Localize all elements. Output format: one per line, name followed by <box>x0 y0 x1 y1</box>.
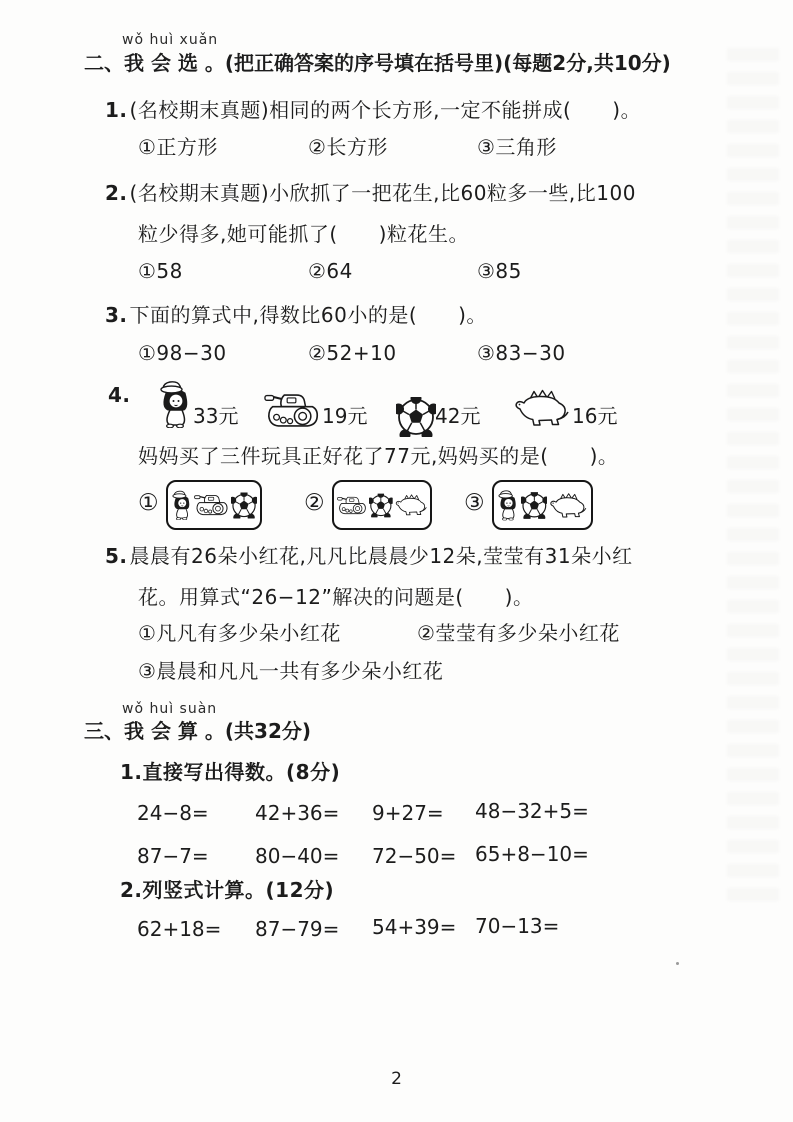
q1-option-1: ①正方形 <box>138 135 218 159</box>
section-three-title: 三、我 会 算 。(共32分) <box>84 719 312 743</box>
doll-price: 33元 <box>193 404 239 428</box>
question-3-number: 3. <box>105 303 128 327</box>
q4-choice-1-box <box>166 480 262 530</box>
section-two-title: 二、我 会 选 。(把正确答案的序号填在括号里)(每题2分,共10分) <box>84 51 671 75</box>
q3-option-2: ②52+10 <box>308 341 397 365</box>
page-number: 2 <box>391 1069 402 1089</box>
q5-option-2: ②莹莹有多少朵小红花 <box>417 621 620 645</box>
question-1-text: (名校期末真题)相同的两个长方形,一定不能拼成( )。 <box>129 98 642 122</box>
soccer-ball-icon <box>369 492 393 519</box>
q4-choice-1-label: ① <box>138 490 159 516</box>
dinosaur-price: 16元 <box>572 404 618 428</box>
q1-option-2: ②长方形 <box>308 135 388 159</box>
question-1-number: 1. <box>105 98 128 122</box>
soccer-ball-icon <box>396 397 436 437</box>
q4-choice-3-box <box>492 480 593 530</box>
doll-icon <box>158 380 192 428</box>
question-1 <box>105 97 641 123</box>
dinosaur-icon <box>395 492 427 518</box>
calc-r2c4: 65+8−10= <box>475 842 589 866</box>
calc-r1c2: 42+36= <box>255 801 340 825</box>
section-two-pinyin: wǒ huì xuǎn <box>122 32 219 48</box>
question-5-text-line1: 晨晨有26朵小红花,凡凡比晨晨少12朵,莹莹有31朵小红 <box>129 544 633 568</box>
tank-icon <box>337 494 367 517</box>
question-2-text-line2: 粒少得多,她可能抓了( )粒花生。 <box>138 222 469 246</box>
calc-r1c4: 48−32+5= <box>475 799 589 823</box>
q4-choice-3-label: ③ <box>464 490 485 516</box>
question-3 <box>105 302 487 328</box>
dinosaur-icon <box>514 388 570 428</box>
question-4-number: 4. <box>108 383 131 407</box>
calc-r1c1: 24−8= <box>137 801 209 825</box>
q5-option-1: ①凡凡有多少朵小红花 <box>138 621 341 645</box>
q2-option-3: ③85 <box>477 259 522 283</box>
question-2 <box>105 180 636 206</box>
calc-r2c3: 72−50= <box>372 844 457 868</box>
q2-option-1: ①58 <box>138 259 183 283</box>
calc-r2c2: 80−40= <box>255 844 340 868</box>
q1-option-3: ③三角形 <box>477 135 557 159</box>
q3-option-3: ③83−30 <box>477 341 566 365</box>
calc-r2c1: 87−7= <box>137 844 209 868</box>
calc-sub1-title: 1.直接写出得数。(8分) <box>120 760 341 784</box>
scan-speck-artifact <box>676 962 679 965</box>
question-2-text-line1: (名校期末真题)小欣抓了一把花生,比60粒多一些,比100 <box>129 181 636 205</box>
question-3-text: 下面的算式中,得数比60小的是( )。 <box>129 303 487 327</box>
tank-icon <box>264 392 320 429</box>
scan-bleed-artifact <box>727 48 779 908</box>
question-4-text: 妈妈买了三件玩具正好花了77元,妈妈买的是( )。 <box>138 444 619 468</box>
section-three-pinyin: wǒ huì suàn <box>122 701 218 717</box>
question-5 <box>105 543 633 569</box>
soccer-ball-price: 42元 <box>435 404 481 428</box>
dinosaur-icon <box>549 492 588 519</box>
tank-icon <box>194 493 229 517</box>
soccer-ball-icon <box>521 492 548 519</box>
calc-sub2-title: 2.列竖式计算。(12分) <box>120 878 335 902</box>
question-5-text-line2: 花。用算式“26−12”解决的问题是( )。 <box>138 585 534 609</box>
soccer-ball-icon <box>231 492 257 519</box>
q4-choice-2-box <box>332 480 432 530</box>
q4-choice-2-label: ② <box>304 490 325 516</box>
doll-icon <box>171 488 192 522</box>
calc-r3c2: 87−79= <box>255 917 340 941</box>
calc-r1c3: 9+27= <box>372 801 444 825</box>
calc-r3c1: 62+18= <box>137 917 222 941</box>
question-5-number: 5. <box>105 544 128 568</box>
tank-price: 19元 <box>322 404 368 428</box>
q2-option-2: ②64 <box>308 259 353 283</box>
doll-icon <box>497 488 519 522</box>
calc-r3c4: 70−13= <box>475 914 560 938</box>
q5-option-3: ③晨晨和凡凡一共有多少朵小红花 <box>138 659 444 683</box>
q3-option-1: ①98−30 <box>138 341 227 365</box>
calc-r3c3: 54+39= <box>372 915 457 939</box>
question-2-number: 2. <box>105 181 128 205</box>
